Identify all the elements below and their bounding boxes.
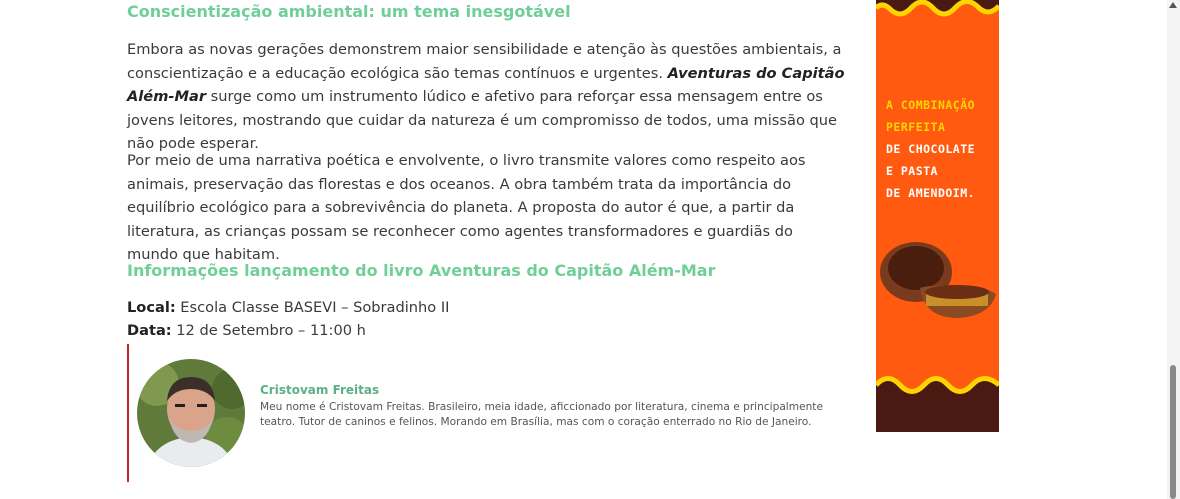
paragraph-narrative: Por meio de uma narrativa poética e envolvente, o livro transmite valores como respeito aos animais, preservação das florestas e dos oceanos. A obra também trata da importância do equilíbrio ecológico para a sobrevivência do planeta. A proposta do autor é que, a partir da literatura, as crianças possam se reconhecer como agentes transformadores e guardiãs do mundo que habitam. xyxy=(127,152,806,263)
info-date xyxy=(127,320,366,342)
info-date-value: 12 de Setembro – 11:00 h xyxy=(171,322,366,339)
scrollbar-thumb[interactable] xyxy=(1170,365,1176,499)
ad-line-1: A COMBINAÇÃO xyxy=(886,98,976,112)
info-location-value: Escola Classe BASEVI – Sobradinho II xyxy=(175,299,450,316)
author-photo xyxy=(137,359,245,467)
ad-line-4: E PASTA xyxy=(886,164,938,178)
section-heading-awareness: Conscientização ambiental: um tema inesgotável xyxy=(127,2,571,21)
section-heading-launch-info: Informações lançamento do livro Aventuras do Capitão Além-Mar xyxy=(127,261,716,280)
scroll-up-arrow-icon[interactable] xyxy=(1169,2,1177,8)
author-avatar[interactable] xyxy=(137,359,245,467)
ad-line-5: DE AMENDOIM. xyxy=(886,186,976,200)
ad-line-2: PERFEITA xyxy=(886,120,946,134)
author-name[interactable]: Cristovam Freitas xyxy=(260,383,380,397)
ad-copy xyxy=(886,94,975,204)
paragraph-awareness xyxy=(127,38,845,156)
sidebar-ad-banner[interactable] xyxy=(876,0,999,432)
author-bio-text: Meu nome é Cristovam Freitas. Brasileiro, meia idade, aficcionado por literatura, cinema e principalmente teatro. Tutor de caninos e felinos. Morando em Brasília, mas com o coração enterrado no Rio de Janeiro. xyxy=(260,401,823,428)
book-title-emphasis: Aventuras do Capitão Além-Mar xyxy=(127,64,845,105)
author-bio-box xyxy=(127,344,849,482)
paragraph-awareness-part-a: Embora as novas gerações demonstrem maior sensibilidade e atenção às questões ambientais, a conscientização e a educação ecológica são temas contínuos e urgentes. xyxy=(127,41,842,82)
info-location xyxy=(127,297,449,319)
vertical-scrollbar[interactable] xyxy=(1167,0,1180,499)
ad-line-3: DE CHOCOLATE xyxy=(886,142,976,156)
info-date-label: Data: xyxy=(127,322,172,339)
info-location-label: Local: xyxy=(127,299,176,316)
paragraph-awareness-part-b: surge como um instrumento lúdico e afetivo para reforçar essa mensagem entre os jovens leitores, mostrando que cuidar da natureza é um compromisso de todos, uma missão que não pode esperar. xyxy=(127,88,838,152)
ad-background xyxy=(876,0,999,432)
